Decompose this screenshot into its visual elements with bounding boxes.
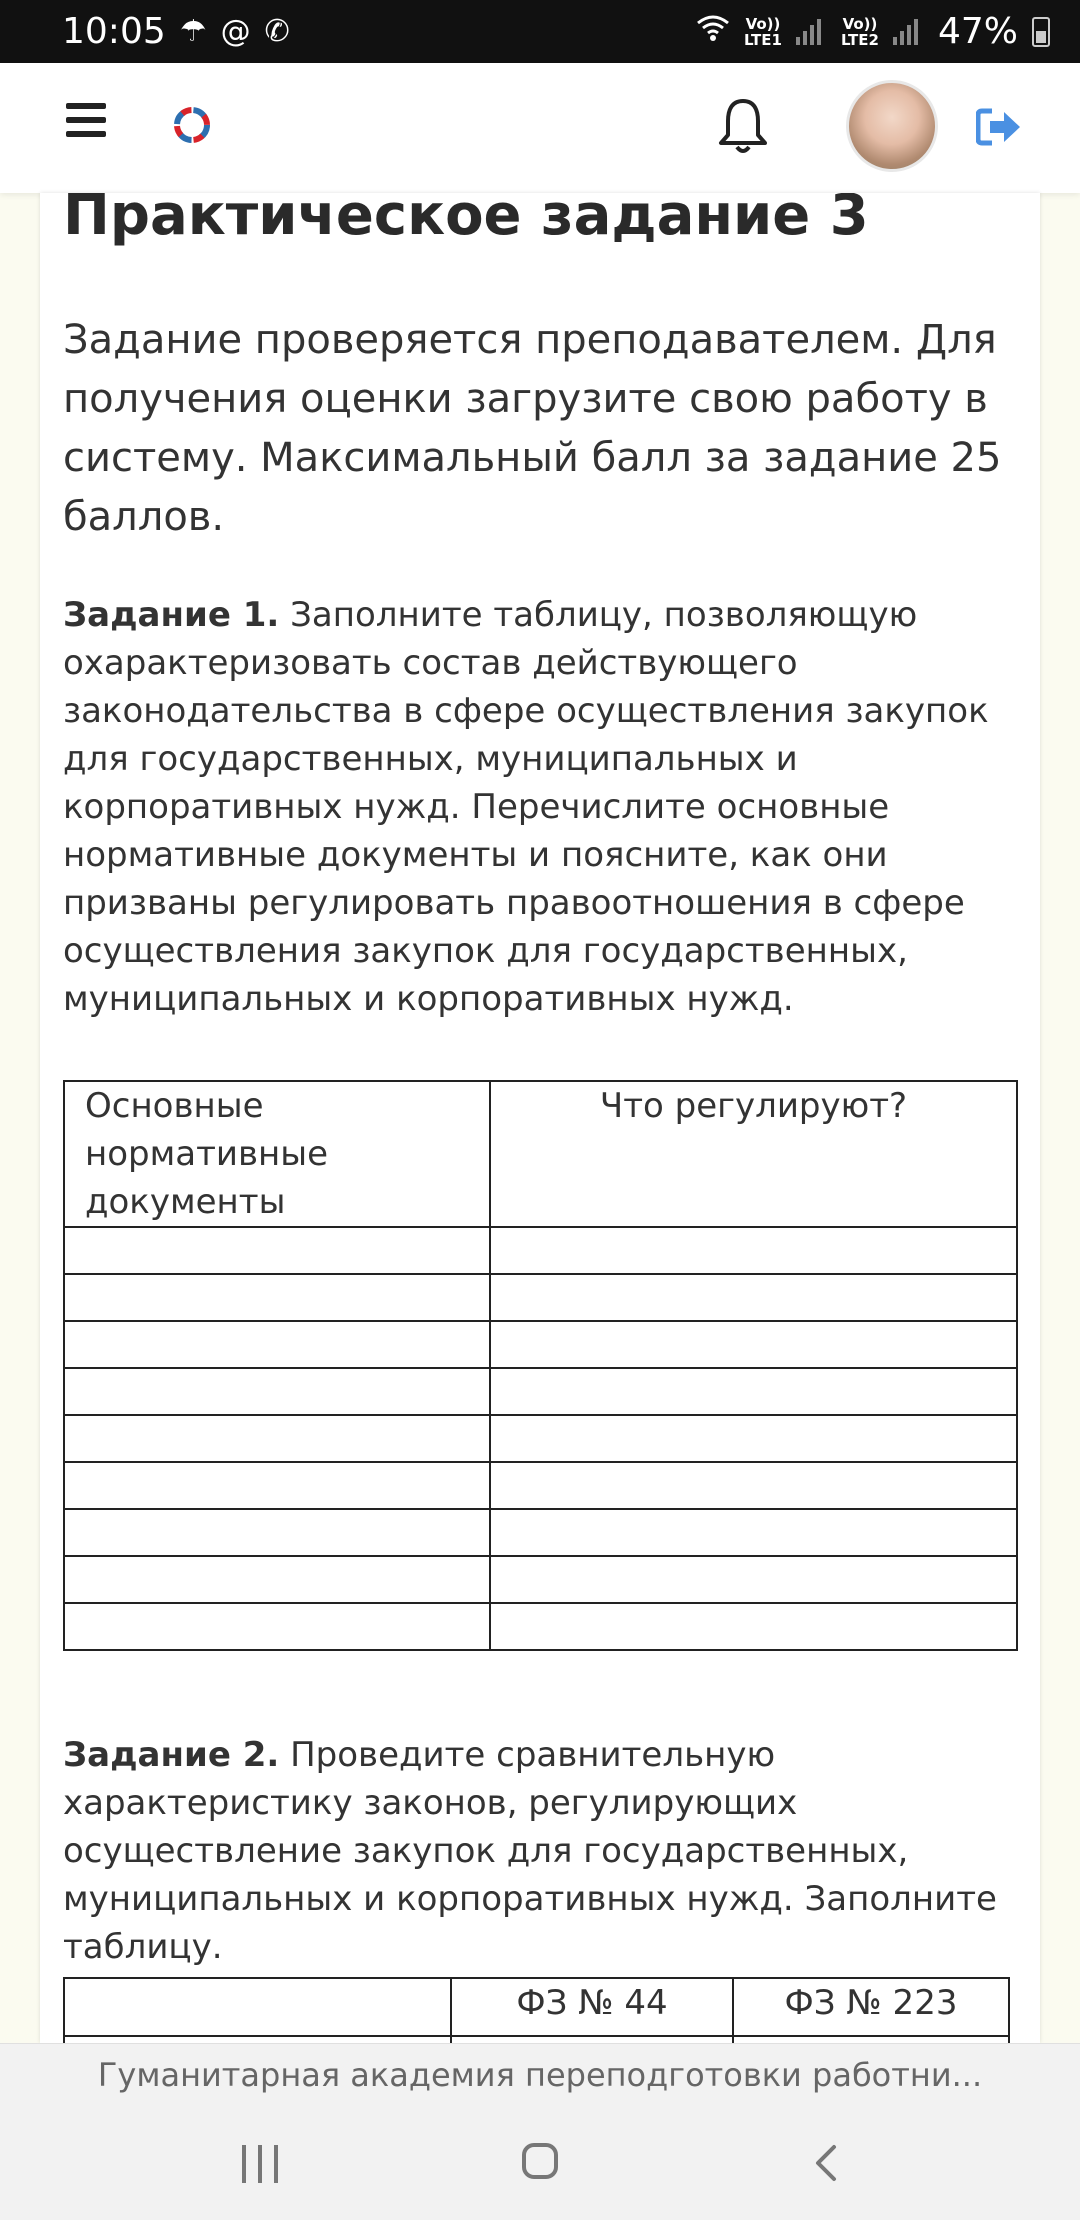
table-row xyxy=(64,1603,1017,1650)
hamburger-icon[interactable] xyxy=(66,103,106,137)
task2-paragraph xyxy=(63,1731,1023,1971)
table-cell[interactable] xyxy=(64,1603,490,1650)
table-cell[interactable] xyxy=(451,2036,733,2043)
sim2-signal-icon xyxy=(893,19,918,45)
table1 xyxy=(63,1080,1018,1651)
table-row xyxy=(64,1462,1017,1509)
table2-header-row xyxy=(64,1978,1009,2036)
battery-percent: 47% xyxy=(937,11,1018,52)
table-cell[interactable] xyxy=(64,1556,490,1603)
table-cell[interactable] xyxy=(733,2036,1009,2043)
table-cell[interactable] xyxy=(490,1368,1017,1415)
content-card xyxy=(40,193,1040,2043)
table2-header-fz223: ФЗ № 223 xyxy=(733,1978,1009,2036)
table-cell[interactable] xyxy=(64,1321,490,1368)
table-row xyxy=(64,1227,1017,1274)
back-icon[interactable] xyxy=(808,2143,848,2183)
table-row xyxy=(64,2036,1009,2043)
table-cell[interactable] xyxy=(490,1227,1017,1274)
page-title: Практическое задание 3 xyxy=(63,193,869,248)
nav-bar xyxy=(0,2105,1080,2220)
table-cell[interactable] xyxy=(64,2036,451,2043)
table-cell[interactable] xyxy=(64,1509,490,1556)
task1-label: Задание 1. xyxy=(63,595,280,635)
sim1-signal-icon xyxy=(796,19,821,45)
browser-title-bar[interactable]: Гуманитарная академия переподготовки работни... xyxy=(0,2043,1080,2106)
logo-icon[interactable] xyxy=(170,103,214,147)
table-cell[interactable] xyxy=(64,1368,490,1415)
app-header xyxy=(0,63,1080,193)
sim2-label: Vo)) LTE2 xyxy=(840,14,879,49)
task2-label: Задание 2. xyxy=(63,1735,280,1775)
sim1-label: Vo)) LTE1 xyxy=(743,14,782,49)
call-icon: ✆ xyxy=(264,14,290,49)
table-cell[interactable] xyxy=(64,1415,490,1462)
table-cell[interactable] xyxy=(490,1509,1017,1556)
logout-icon[interactable] xyxy=(976,107,1022,147)
intro-text: Задание проверяется преподавателем. Для получения оценки загрузите свою работу в систему. Максимальный балл за задание 25 баллов. xyxy=(63,317,1002,540)
table-cell[interactable] xyxy=(64,1274,490,1321)
table1-header-row xyxy=(64,1081,1017,1227)
status-bar xyxy=(0,0,1080,63)
status-time: 10:05 xyxy=(62,11,166,52)
task1-text: Заполните таблицу, позволяющую охарактеризовать состав действующего законодательства в сфере осуществления закупок для государственных, муниципальных и корпоративных нужд. Перечислите основные нормативные документы и поясните, как они призваны регулировать правоотношения в сфере осуществления закупок для государственных, муниципальных и корпоративных нужд. xyxy=(63,595,989,1019)
bell-icon[interactable] xyxy=(716,95,770,157)
wifi-icon xyxy=(696,14,730,50)
table1-header-docs: Основные нормативные документы xyxy=(64,1081,490,1227)
table-cell[interactable] xyxy=(490,1415,1017,1462)
avatar[interactable] xyxy=(846,80,938,172)
table-cell[interactable] xyxy=(490,1603,1017,1650)
table2 xyxy=(63,1977,1010,2043)
task2-text: Проведите сравнительную характеристику законов, регулирующих осуществление закупок для государственных, муниципальных и корпоративных нужд. Заполните таблицу. xyxy=(63,1735,997,1967)
table-row xyxy=(64,1368,1017,1415)
battery-icon xyxy=(1032,17,1050,47)
table-row xyxy=(64,1509,1017,1556)
home-icon[interactable] xyxy=(522,2143,558,2179)
table2-header-blank xyxy=(64,1978,451,2036)
table-cell[interactable] xyxy=(64,1227,490,1274)
umbrella-icon: ☂ xyxy=(179,14,207,49)
table-row xyxy=(64,1415,1017,1462)
table2-header-fz44: ФЗ № 44 xyxy=(451,1978,733,2036)
at-icon: @ xyxy=(220,14,251,49)
table-cell[interactable] xyxy=(490,1556,1017,1603)
table-row xyxy=(64,1274,1017,1321)
table-cell[interactable] xyxy=(490,1462,1017,1509)
task1-paragraph xyxy=(63,591,1023,1023)
table-cell[interactable] xyxy=(490,1274,1017,1321)
table1-header-regulates: Что регулируют? xyxy=(490,1081,1017,1227)
recent-apps-icon[interactable] xyxy=(242,2145,278,2183)
table-row xyxy=(64,1321,1017,1368)
table-cell[interactable] xyxy=(490,1321,1017,1368)
table-cell[interactable] xyxy=(64,1462,490,1509)
table-row xyxy=(64,1556,1017,1603)
